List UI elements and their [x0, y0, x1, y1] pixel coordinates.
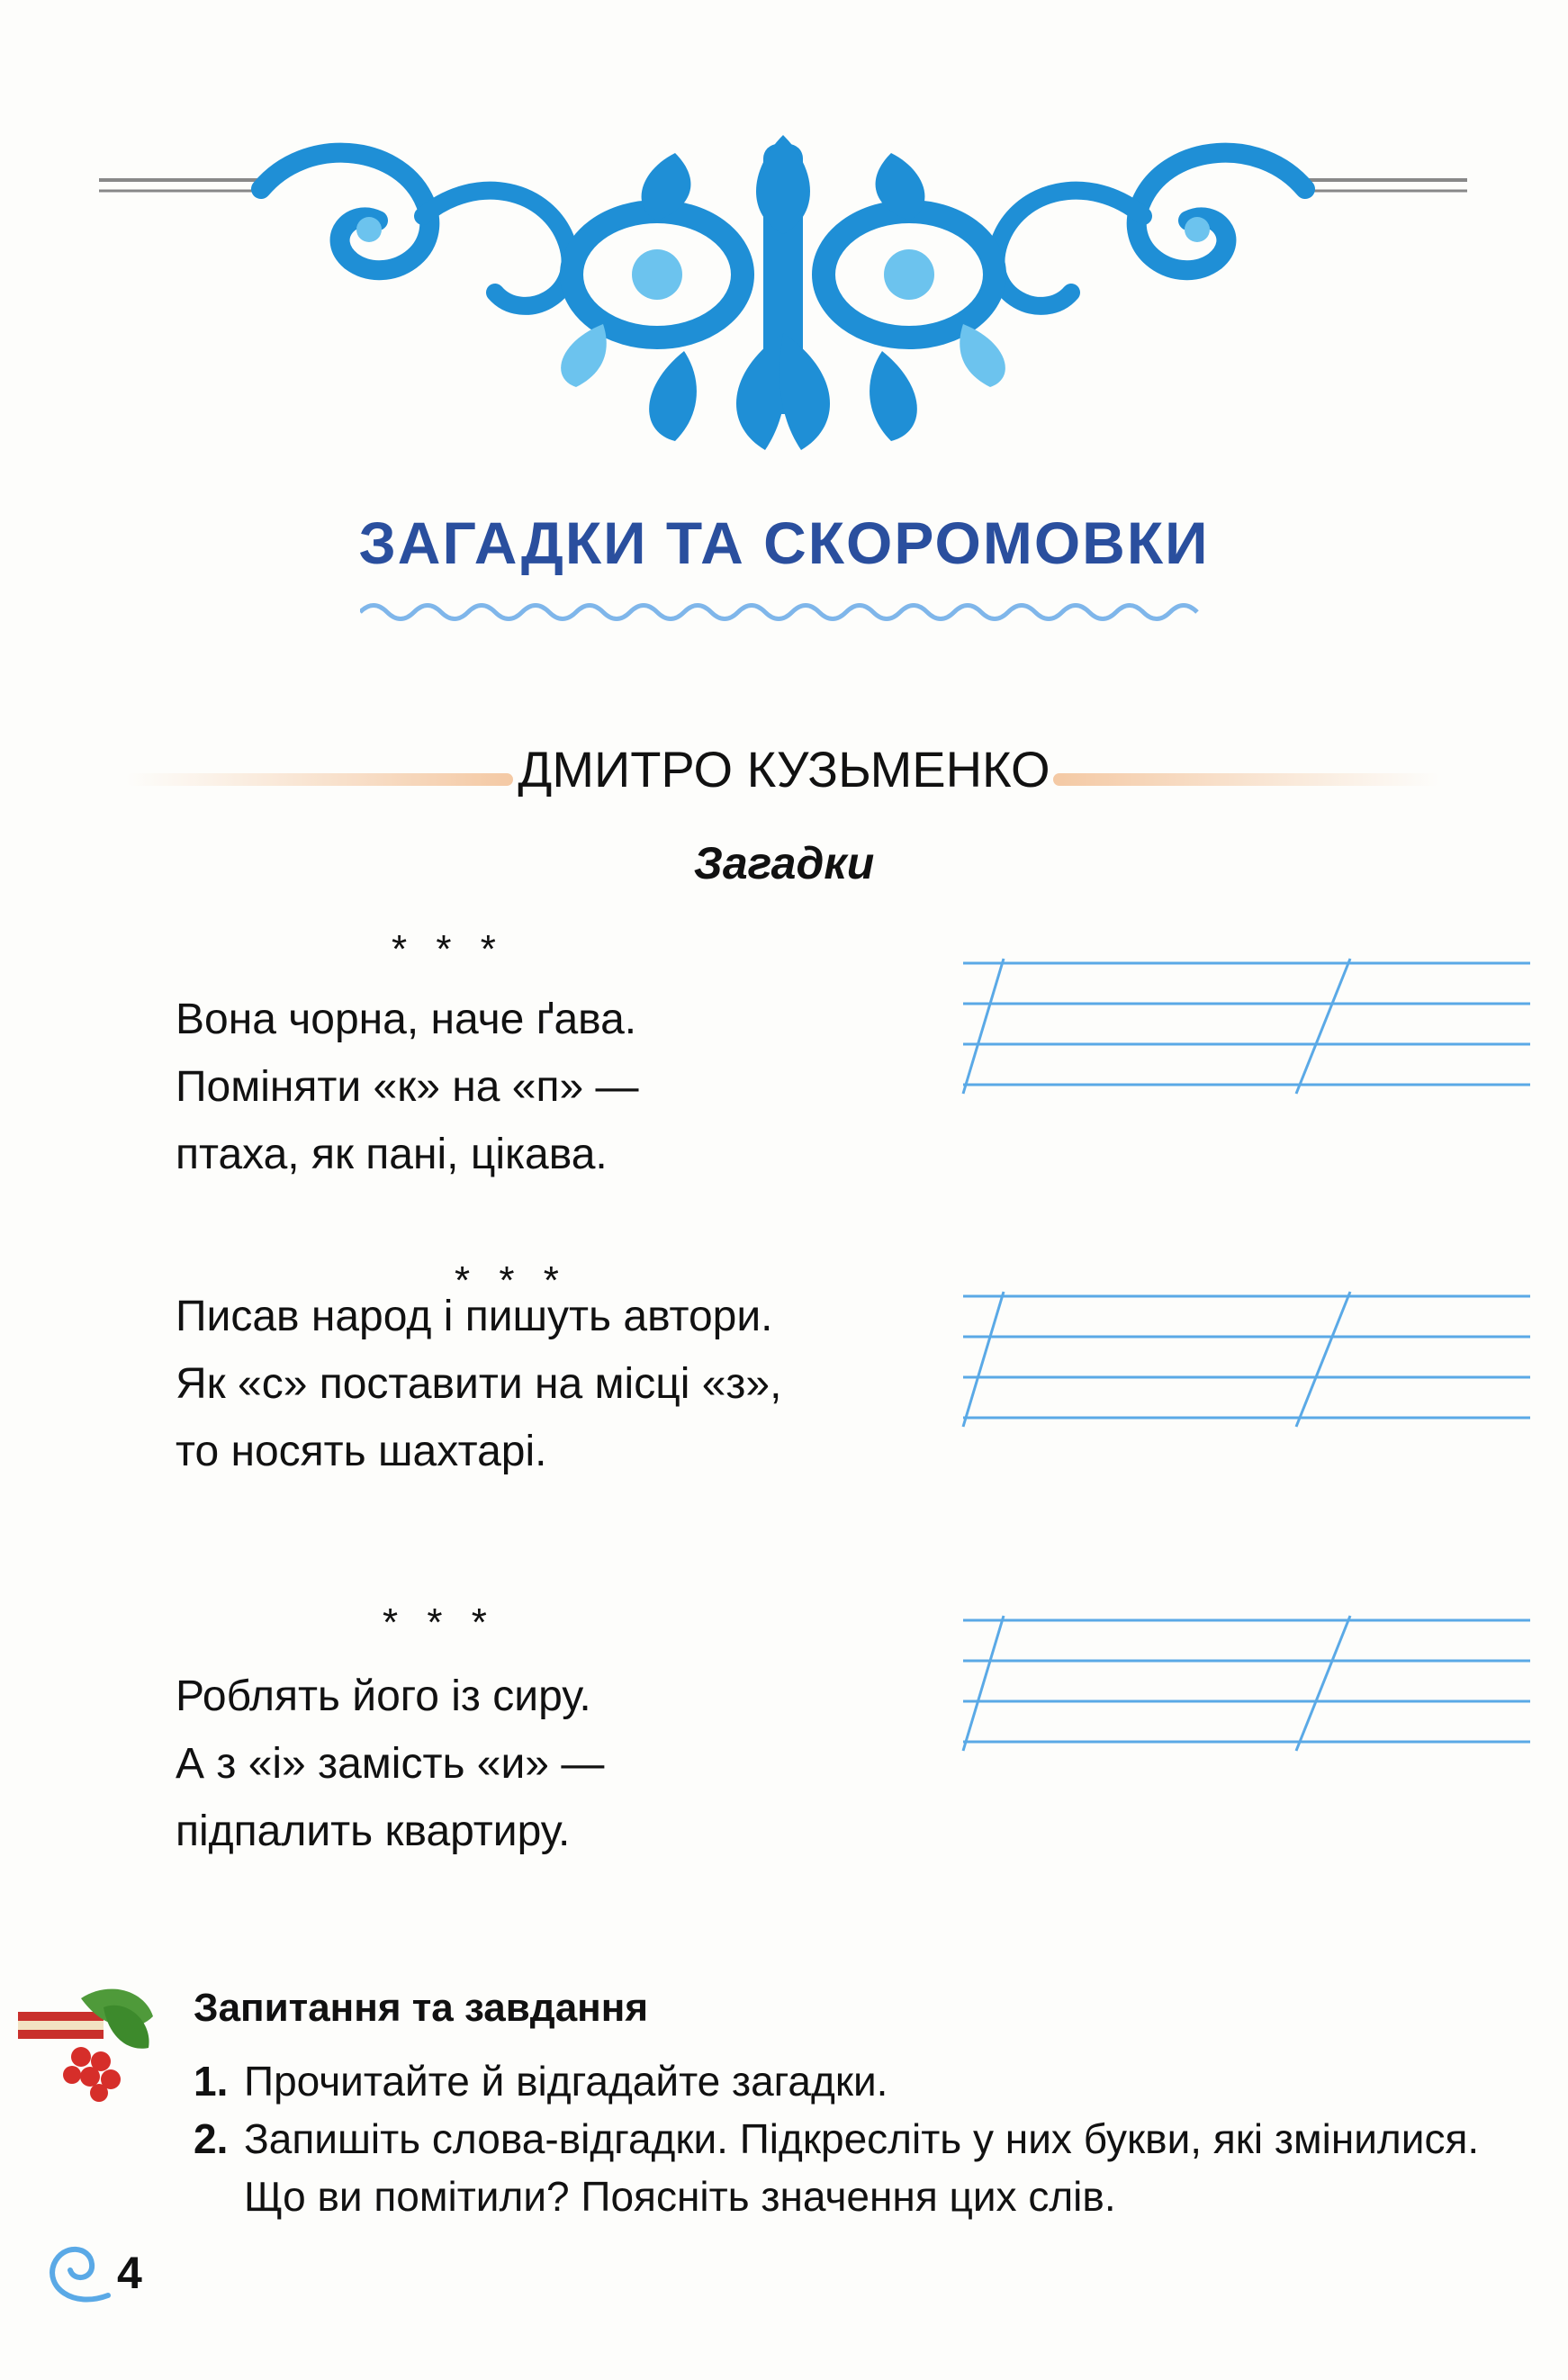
question-number: 1.	[194, 2058, 229, 2105]
section-title: ЗАГАДКИ ТА СКОРОМОВКИ	[358, 509, 1210, 576]
floral-ornament-icon	[99, 117, 1467, 459]
poem-subtitle: Загадки	[693, 838, 875, 888]
wavy-underline-icon	[360, 594, 1206, 630]
riddle-line: то носять шахтарі.	[176, 1428, 547, 1475]
riddle-line: підпалить квартиру.	[176, 1808, 571, 1855]
viburnum-berries-icon	[18, 1980, 162, 2106]
author-name: ДМИТРО КУЗЬМЕНКО	[518, 741, 1050, 798]
riddle-line: А з «і» замість «и» —	[176, 1740, 605, 1788]
riddle-line: птаха, як пані, цікава.	[176, 1131, 608, 1178]
riddle-1	[176, 986, 638, 1188]
question-item	[194, 2052, 1544, 2110]
stars-separator: * * *	[392, 927, 505, 971]
riddle-line: Писав народ і пишуть автори.	[176, 1293, 773, 1340]
page-number: 4	[117, 2248, 142, 2298]
question-text: Запишіть слова-відгадки. Підкресліть у них букви, які змінилися. Що ви помітили? Поясніть значення цих слів.	[244, 2115, 1480, 2220]
stars-separator: * * *	[455, 1258, 568, 1303]
stars-separator: * * *	[383, 1600, 496, 1645]
writing-lines-area	[936, 936, 1530, 1818]
questions-list	[194, 2052, 1544, 2225]
swirl-icon	[36, 2232, 117, 2313]
riddle-3	[176, 1663, 604, 1865]
riddle-line: Як «с» поставити на місці «з»,	[176, 1360, 782, 1408]
question-item	[194, 2110, 1544, 2225]
question-text: Прочитайте й відгадайте загадки.	[244, 2058, 888, 2105]
riddle-line: Поміняти «к» на «п» —	[176, 1063, 639, 1111]
question-number: 2.	[194, 2115, 229, 2162]
questions-title: Запитання та завдання	[194, 1986, 649, 2030]
riddle-line: Вона чорна, наче ґава.	[176, 996, 637, 1043]
riddle-2	[176, 1283, 781, 1485]
riddle-line: Роблять його із сиру.	[176, 1672, 591, 1720]
